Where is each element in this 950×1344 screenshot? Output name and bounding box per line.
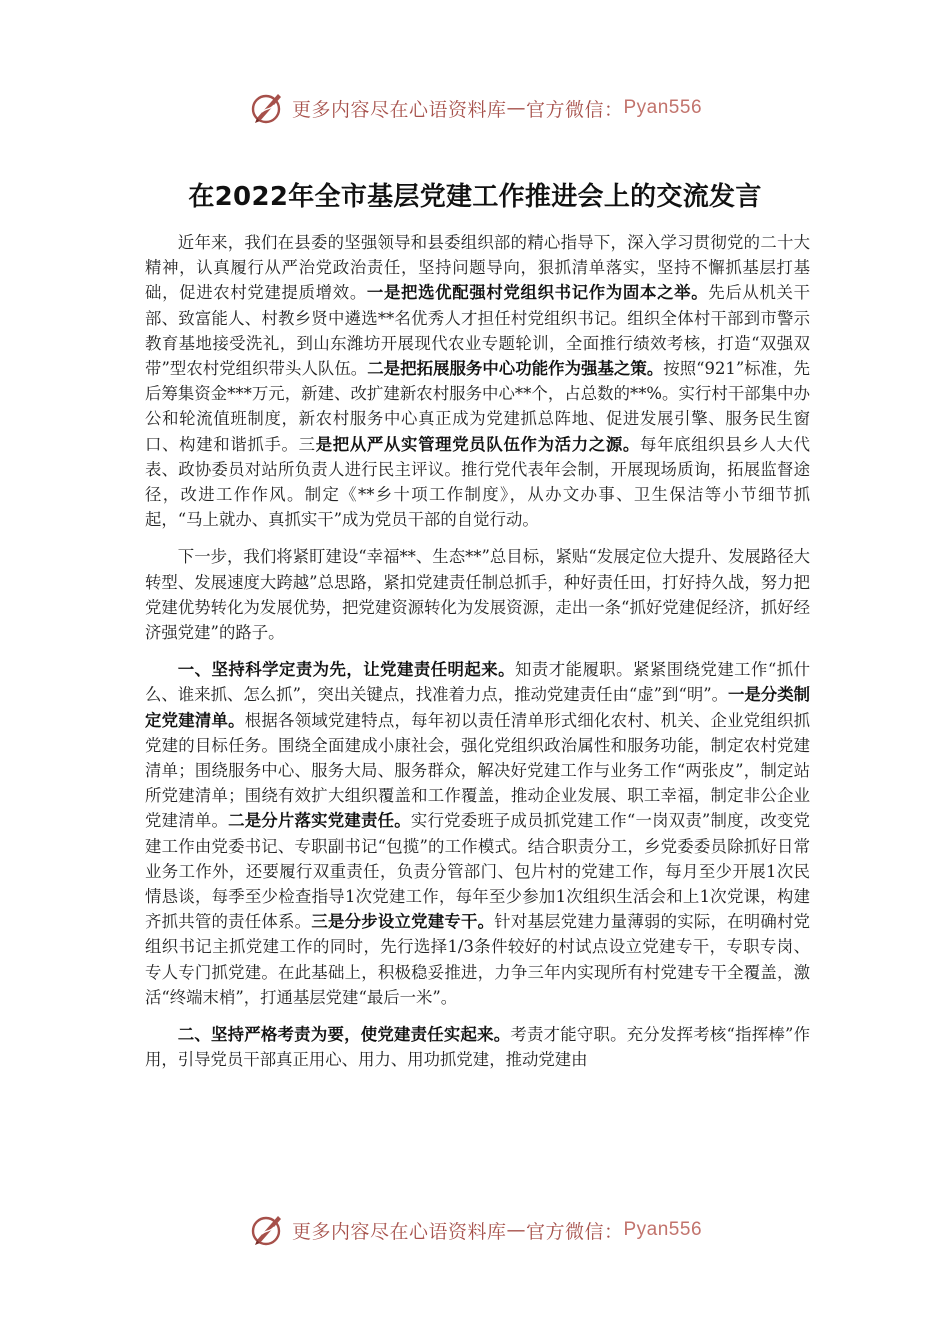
- banner-separator: —: [506, 97, 526, 119]
- bold-heading-run: 二是分片落实党建责任。: [228, 811, 411, 831]
- bold-heading-run: 三是分步设立党建专干。: [311, 912, 495, 932]
- document-title: 在2022年全市基层党建工作推进会上的交流发言: [188, 182, 762, 212]
- banner-contact-label: 官方微信：: [525, 1220, 624, 1243]
- bold-heading-run: 一是把选优配强村党组织书记作为固本之举。: [366, 283, 709, 303]
- banner-contact-id: Pyan556: [623, 1219, 703, 1240]
- pen-logo-icon: [248, 88, 288, 128]
- text-run: 按照“921”标准，先后筹集资金***万元，新建、改扩建新农村服务中心**个，占总数的**%。实行村干部集中办公和轮流值班制度，新农村服务中心真正成为党建抓总阵地、促进发展引擎、服务民生窗口、构建和谐抓手。三: [145, 359, 810, 454]
- text-run: 针对基层党建力量薄弱的实际，在明确村党组织书记主抓党建工作的同时，先行选择1/3条件较好的村试点设立党建专干，专职专岗、专人专门抓党建。在此基础上，积极稳妥推进，力争三年内实现所有村党建专干全覆盖，激活“终端末梢”，打通基层党建“最后一米”。: [145, 912, 811, 1007]
- pen-logo-icon: [248, 1210, 288, 1250]
- bold-heading-run: 二、坚持严格考责为要，使党建责任实起来。: [177, 1025, 511, 1045]
- text-run: 根据各领域党建特点，每年初以责任清单形式细化农村、机关、企业党组织抓党建的目标任务。围绕全面建成小康社会，强化党组织政治属性和服务功能，制定农村党建清单；围绕服务中心、服务大局、服务群众，解决好党建工作与业务工作“两张皮”，制定站所党建清单；围绕有效扩大组织覆盖和工作覆盖，推动企业发展、职工幸福，制定非公企业党建清单。: [145, 710, 811, 831]
- header-banner: [0, 88, 950, 128]
- text-run: 知责才能履职。紧紧围绕党建工作“抓什么、谁来抓、怎么抓”，突出关键点，找准着力点，推动党建责任由“虚”到“明”。: [145, 660, 810, 705]
- banner-contact-id: Pyan556: [623, 97, 703, 118]
- banner-contact-label: 官方微信：: [525, 98, 624, 121]
- paragraph: [145, 544, 810, 645]
- bold-heading-run: 是把从严从实管理党员队伍作为活力之源。: [315, 434, 640, 454]
- paragraph: [145, 230, 810, 532]
- footer-banner: [0, 1210, 950, 1250]
- text-run: 考责才能守职。充分发挥考核“指挥棒”作用，引导党员干部真正用心、用力、用功抓党建，推动党建由: [145, 1025, 810, 1070]
- banner-text: 更多内容尽在心语资料库: [291, 1220, 507, 1243]
- text-run: 先后从机关干部、致富能人、村教乡贤中遴选**名优秀人才担任村党组织书记。组织全体村干部到市警示教育基地接受洗礼，到山东潍坊开展现代农业专题轮训，全面推行绩效考核，打造“双强双带”型农村党组织带头人队伍。: [145, 283, 811, 379]
- bold-heading-run: 二是把拓展服务中心功能作为强基之策。: [367, 359, 664, 379]
- paragraph: [145, 657, 810, 1010]
- banner-separator: —: [506, 1219, 526, 1241]
- banner-text: 更多内容尽在心语资料库: [291, 98, 507, 121]
- text-run: 近年来，我们在县委的坚强领导和县委组织部的精心指导下，深入学习贯彻党的二十大精神，认真履行从严治党政治责任，坚持问题导向，狠抓清单落实，坚持不懈抓基层打基础，促进农村党建提质增效。: [145, 233, 810, 303]
- paragraph: [145, 1022, 810, 1072]
- text-run: 每年底组织县乡人大代表、政协委员对站所负责人进行民主评议。推行党代表年会制，开展现场质询，拓展监督途径，改进工作作风。制定《**乡十项工作制度》，从办文办事、卫生保洁等小节细节抓起，“马上就办、真抓实干”成为党员干部的自觉行动。: [145, 434, 811, 530]
- document-body: [145, 230, 810, 1085]
- text-run: 下一步，我们将紧盯建设“幸福**、生态**”总目标，紧贴“发展定位大提升、发展路径大转型、发展速度大跨越”总思路，紧扣党建责任制总抓手，种好责任田，打好持久战，努力把党建优势转化为发展优势，把党建资源转化为发展资源，走出一条“抓好党建促经济，抓好经济强党建”的路子。: [145, 547, 810, 643]
- text-run: 实行党委班子成员抓党建工作“一岗双责”制度，改变党建工作由党委书记、专职副书记“包揽”的工作模式。结合职责分工，乡党委委员除抓好日常业务工作外，还要履行双重责任，负责分管部门、包片村的党建工作，每月至少开展1次民情恳谈，每季至少检查指导1次党建工作，每年至少参加1次组织生活会和上1次党课，构建齐抓共管的责任体系。: [145, 811, 811, 932]
- bold-heading-run: 一、坚持科学定责为先，让党建责任明起来。: [177, 660, 515, 680]
- bold-heading-run: 一是分类制定党建清单。: [145, 685, 810, 730]
